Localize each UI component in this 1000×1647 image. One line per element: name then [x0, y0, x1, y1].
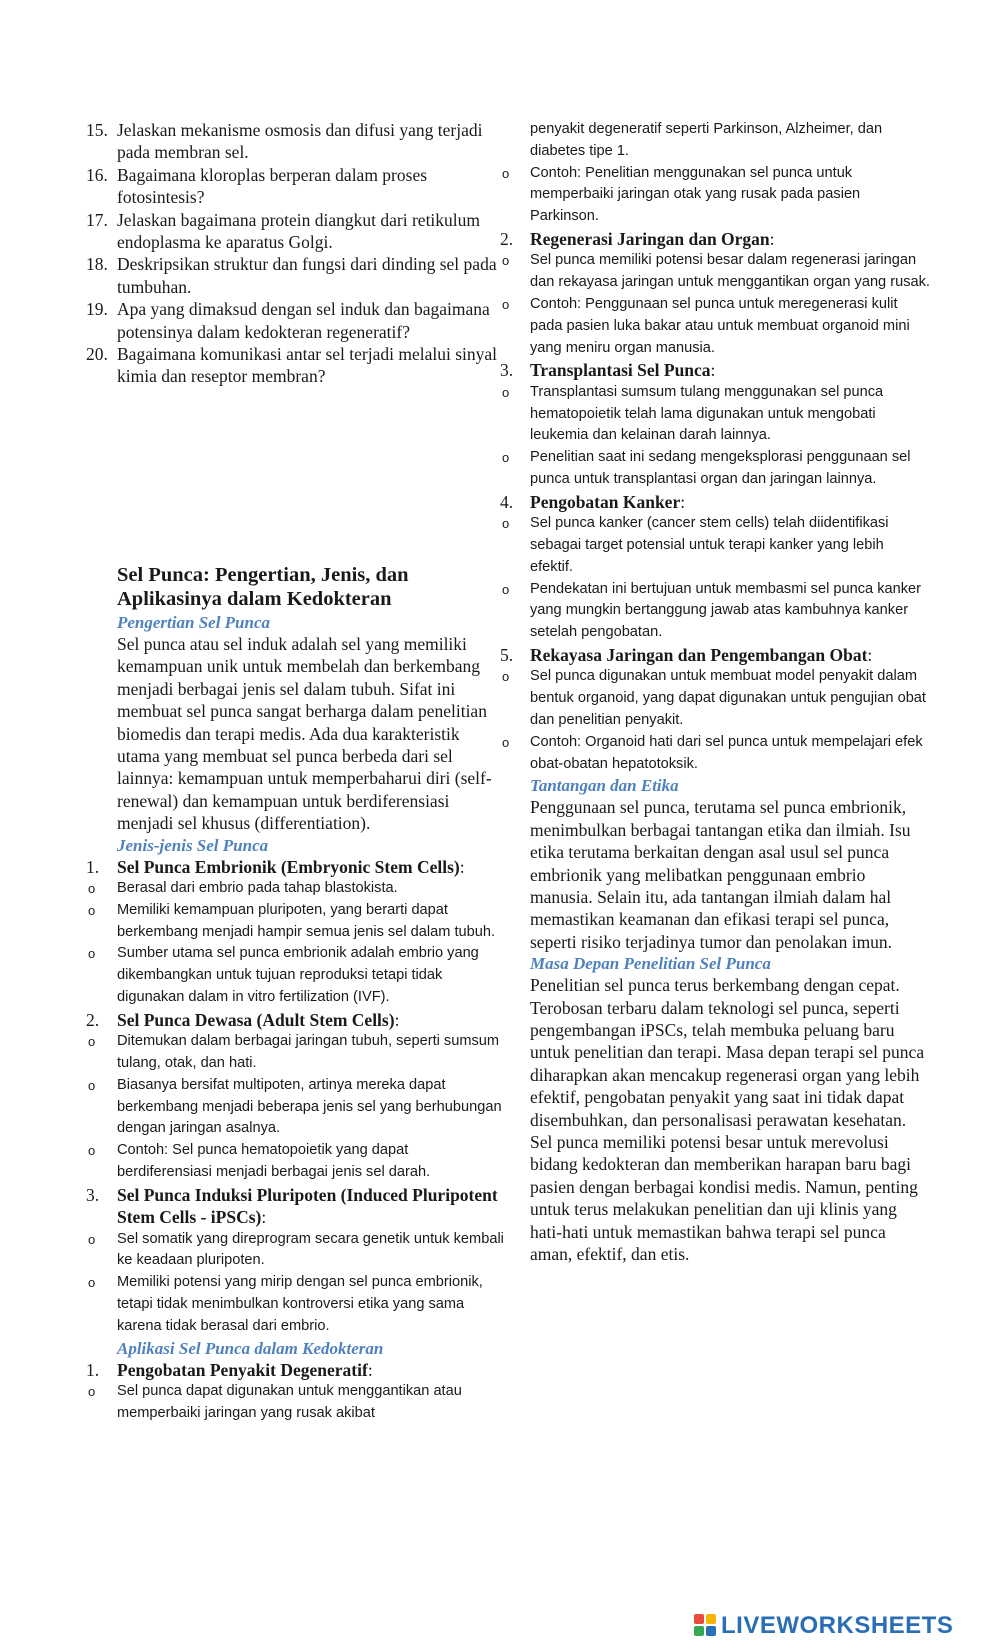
question-item	[86, 253, 506, 298]
bullet-text: Contoh: Organoid hati dari sel punca untuk mempelajari efek obat-obatan hepatotoksik.	[530, 733, 923, 772]
bullet-item	[86, 1031, 506, 1075]
bullet-text: Sel somatik yang direprogram secara genetik untuk kembali ke keadaan pluripoten.	[117, 1230, 504, 1269]
bullet-item	[86, 900, 506, 944]
type-title: Sel Punca Dewasa (Adult Stem Cells)	[117, 1009, 395, 1030]
colon: :	[394, 1009, 400, 1030]
article-title: Sel Punca: Pengertian, Jenis, dan Aplikasinya dalam Kedokteran	[117, 563, 409, 611]
bullet-marker: o	[88, 946, 96, 962]
question-item	[86, 209, 506, 254]
bullet-marker: o	[88, 1143, 96, 1159]
bullet-text: Sumber utama sel punca embrionik adalah embrio yang dikembangkan untuk tujuan reproduksi tetapi tidak digunakan dalam in vitro fertilization (IVF).	[117, 945, 479, 1005]
bullet-marker: o	[88, 880, 96, 896]
section-heading-future: Masa Depan Penelitian Sel Punca	[530, 954, 771, 974]
bullet-item	[86, 1381, 506, 1425]
question-list	[86, 119, 506, 388]
application-title: Transplantasi Sel Punca	[530, 360, 711, 381]
bullet-marker: o	[88, 1034, 96, 1050]
question-text: Jelaskan mekanisme osmosis dan difusi yang terjadi pada membran sel.	[117, 120, 483, 163]
conclusion-paragraph: Sel punca memiliki potensi besar untuk merevolusi bidang kedokteran dan memberikan harapan baru bagi pasien dengan berbagai kondisi medis. Namun, penting untuk terus melakukan penelitian dan uji klinis yang hati-hati untuk memastikan bahwa terapi sel punca aman, efektif, dan etis.	[530, 1132, 918, 1265]
bullet-marker: o	[502, 581, 510, 597]
colon: :	[459, 856, 465, 877]
bullet-text: Contoh: Penggunaan sel punca untuk meregenerasi kulit pada pasien luka bakar atau untuk membuat organoid mini yang meniru organ manusia.	[530, 295, 910, 356]
bullet-marker: o	[502, 734, 510, 750]
bullet-text: Pendekatan ini bertujuan untuk membasmi sel punca kanker yang mungkin bertanggung jawab atas kambuhnya kanker setelah pengobatan.	[530, 580, 922, 641]
bullet-text: Memiliki potensi yang mirip dengan sel punca embrionik, tetapi tidak menimbulkan kontroversi etika yang sama karena tidak berasal dari embrio.	[117, 1274, 483, 1334]
question-item	[86, 343, 506, 388]
bullet-text: Contoh: Sel punca hematopoietik yang dapat berdiferensiasi menjadi berbagai jenis sel darah.	[117, 1142, 431, 1180]
bullet-text: Contoh: Penelitian menggunakan sel punca untuk memperbaiki jaringan otak yang rusak pada pasien Parkinson.	[530, 164, 861, 225]
question-item	[86, 164, 506, 209]
bullet-marker: o	[88, 1275, 96, 1291]
bullet-continuation: penyakit degeneratif seperti Parkinson, Alzheimer, dan diabetes tipe 1.	[530, 121, 883, 159]
colon: :	[680, 491, 686, 512]
question-text: Bagaimana komunikasi antar sel terjadi melalui sinyal kimia dan reseptor membran?	[117, 344, 498, 387]
bullet-item	[86, 1272, 506, 1337]
type-heading	[86, 1184, 506, 1229]
bullet-item	[500, 666, 930, 731]
bullet-text: Memiliki kemampuan pluripoten, yang berarti dapat berkembang menjadi hampir semua jenis sel dalam tubuh.	[117, 901, 496, 940]
application-number: 3.	[500, 360, 514, 381]
bullet-item	[86, 1229, 506, 1273]
bullet-marker: o	[502, 165, 510, 181]
bullet-text: Biasanya bersifat multipoten, artinya mereka dapat berkembang menjadi beberapa jenis sel yang berhubungan dengan jaringan asalnya.	[117, 1076, 502, 1137]
bullet-text: Sel punca dapat digunakan untuk menggantikan atau memperbaiki jaringan yang rusak akibat	[117, 1382, 462, 1421]
colon: :	[367, 1359, 373, 1380]
right-column	[500, 119, 930, 1265]
question-number: 17.	[86, 209, 108, 230]
question-text: Jelaskan bagaimana protein diangkut dari retikulum endoplasma ke aparatus Golgi.	[117, 209, 481, 253]
colon: :	[867, 644, 873, 665]
question-number: 16.	[86, 164, 108, 185]
type-heading	[86, 1009, 506, 1031]
bullet-item	[500, 163, 930, 228]
bullet-text: Transplantasi sumsum tulang menggunakan sel punca hematopoietik telah lama digunakan untuk mengobati leukemia dan kelainan darah lainnya.	[530, 383, 884, 444]
bullet-item	[86, 1075, 506, 1140]
bullet-item	[500, 250, 930, 294]
bullet-item	[86, 943, 506, 1008]
section-heading-applications: Aplikasi Sel Punca dalam Kedokteran	[117, 1338, 384, 1358]
bullet-marker: o	[502, 450, 510, 466]
application-title: Pengobatan Penyakit Degeneratif	[117, 1359, 368, 1380]
bullet-item	[86, 878, 506, 900]
question-number: 15.	[86, 120, 108, 140]
bullet-item	[86, 1140, 506, 1184]
question-number: 19.	[86, 299, 108, 320]
bullet-item	[500, 294, 930, 359]
type-title: Sel Punca Embrionik (Embryonic Stem Cells)	[117, 856, 460, 877]
bullet-marker: o	[502, 669, 510, 685]
bullet-marker: o	[88, 1077, 96, 1093]
question-item	[86, 298, 506, 343]
question-text: Apa yang dimaksud dengan sel induk dan bagaimana potensinya dalam kedokteran regeneratif?	[117, 299, 490, 342]
bullet-text: Berasal dari embrio pada tahap blastokista.	[117, 879, 398, 896]
type-number: 2.	[86, 1009, 100, 1030]
bullet-text: Penelitian saat ini sedang mengeksplorasi penggunaan sel punca untuk transplantasi organ dan jaringan lainnya.	[530, 449, 911, 487]
bullet-marker: o	[88, 1383, 96, 1399]
bullet-marker: o	[88, 1231, 96, 1247]
application-title: Pengobatan Kanker	[530, 491, 681, 512]
bullet-item	[500, 382, 930, 447]
application-heading	[86, 1359, 506, 1381]
bullet-item	[500, 513, 930, 578]
application-number: 2.	[500, 228, 514, 249]
type-number: 3.	[86, 1184, 100, 1205]
type-heading	[86, 856, 506, 878]
bullet-text: Sel punca memiliki potensi besar dalam regenerasi jaringan dan rekayasa jaringan untuk menggantikan organ yang rusak.	[530, 252, 930, 291]
colon: :	[710, 360, 716, 381]
question-text: Deskripsikan struktur dan fungsi dari dinding sel pada tumbuhan.	[117, 254, 497, 297]
logo-mark-icon	[694, 1614, 718, 1638]
type-number: 1.	[86, 856, 100, 877]
application-heading	[500, 228, 930, 250]
application-heading	[500, 491, 930, 513]
logo-wordmark: LIVEWORKSHEETS	[721, 1612, 954, 1639]
question-item	[86, 119, 506, 164]
colon: :	[261, 1207, 267, 1228]
bullet-marker: o	[502, 253, 510, 269]
application-heading	[500, 359, 930, 381]
bullet-item	[500, 579, 930, 644]
application-title: Rekayasa Jaringan dan Pengembangan Obat	[530, 644, 868, 665]
question-number: 18.	[86, 254, 108, 275]
definition-paragraph: Sel punca atau sel induk adalah sel yang memiliki kemampuan unik untuk membelah dan berkembang menjadi berbagai jenis sel dalam tubuh. Sifat ini membuat sel punca sangat berharga dalam penelitian biomedis dan terapi medis. Ada dua karakteristik utama yang membuat sel punca berbeda dari sel lainnya: kemampuan untuk memperbaharui diri (self-renewal) dan kemampuan untuk berdiferensiasi menjadi sel khusus (differentiation).	[117, 633, 492, 834]
colon: :	[769, 228, 775, 249]
bullet-text: Ditemukan dalam berbagai jaringan tubuh, seperti sumsum tulang, otak, dan hati.	[117, 1033, 500, 1071]
application-number: 1.	[86, 1359, 100, 1380]
question-text: Bagaimana kloroplas berperan dalam proses fotosintesis?	[117, 164, 428, 208]
future-paragraph: Penelitian sel punca terus berkembang dengan cepat. Terobosan terbaru dalam teknologi sel punca, seperti pengembangan iPSCs, telah membuka peluang baru untuk penelitian dan terapi. Masa depan terapi sel punca diharapkan akan mencakup regenerasi organ yang lebih efektif, pengobatan penyakit yang saat ini tidak dapat disembuhkan, dan personalisasi perawatan kesehatan.	[530, 975, 925, 1130]
bullet-marker: o	[502, 296, 510, 312]
bullet-item	[500, 732, 930, 776]
question-number: 20.	[86, 344, 108, 365]
application-number: 4.	[500, 491, 514, 512]
type-title: Sel Punca Induksi Pluripoten (Induced Pluripotent Stem Cells - iPSCs)	[117, 1184, 498, 1228]
application-heading	[500, 644, 930, 666]
challenges-paragraph: Penggunaan sel punca, terutama sel punca embrionik, menimbulkan berbagai tantangan etika dan ilmiah. Isu etika terutama berkaitan dengan asal usul sel punca embrionik yang melibatkan penggunaan embrio manusia. Selain itu, ada tantangan ilmiah dalam hal memastikan keamanan dan efikasi terapi sel punca, seperti risiko terjadinya tumor dan penolakan imun.	[530, 797, 911, 952]
bullet-text: Sel punca digunakan untuk membuat model penyakit dalam bentuk organoid, yang dapat digunakan untuk pengujian obat dan penelitian penyakit.	[530, 668, 926, 728]
section-heading-definition: Pengertian Sel Punca	[117, 612, 271, 632]
section-heading-types: Jenis-jenis Sel Punca	[117, 835, 269, 855]
application-number: 5.	[500, 644, 514, 665]
bullet-item	[500, 447, 930, 491]
bullet-marker: o	[88, 902, 96, 918]
section-heading-challenges: Tantangan dan Etika	[530, 776, 679, 796]
left-column	[86, 119, 506, 1425]
liveworksheets-logo	[694, 1612, 953, 1640]
bullet-text: Sel punca kanker (cancer stem cells) telah diidentifikasi sebagai target potensial untuk terapi kanker yang lebih efektif.	[530, 515, 889, 575]
bullet-marker: o	[502, 384, 510, 400]
bullet-marker: o	[502, 516, 510, 532]
application-title: Regenerasi Jaringan dan Organ	[530, 228, 770, 249]
